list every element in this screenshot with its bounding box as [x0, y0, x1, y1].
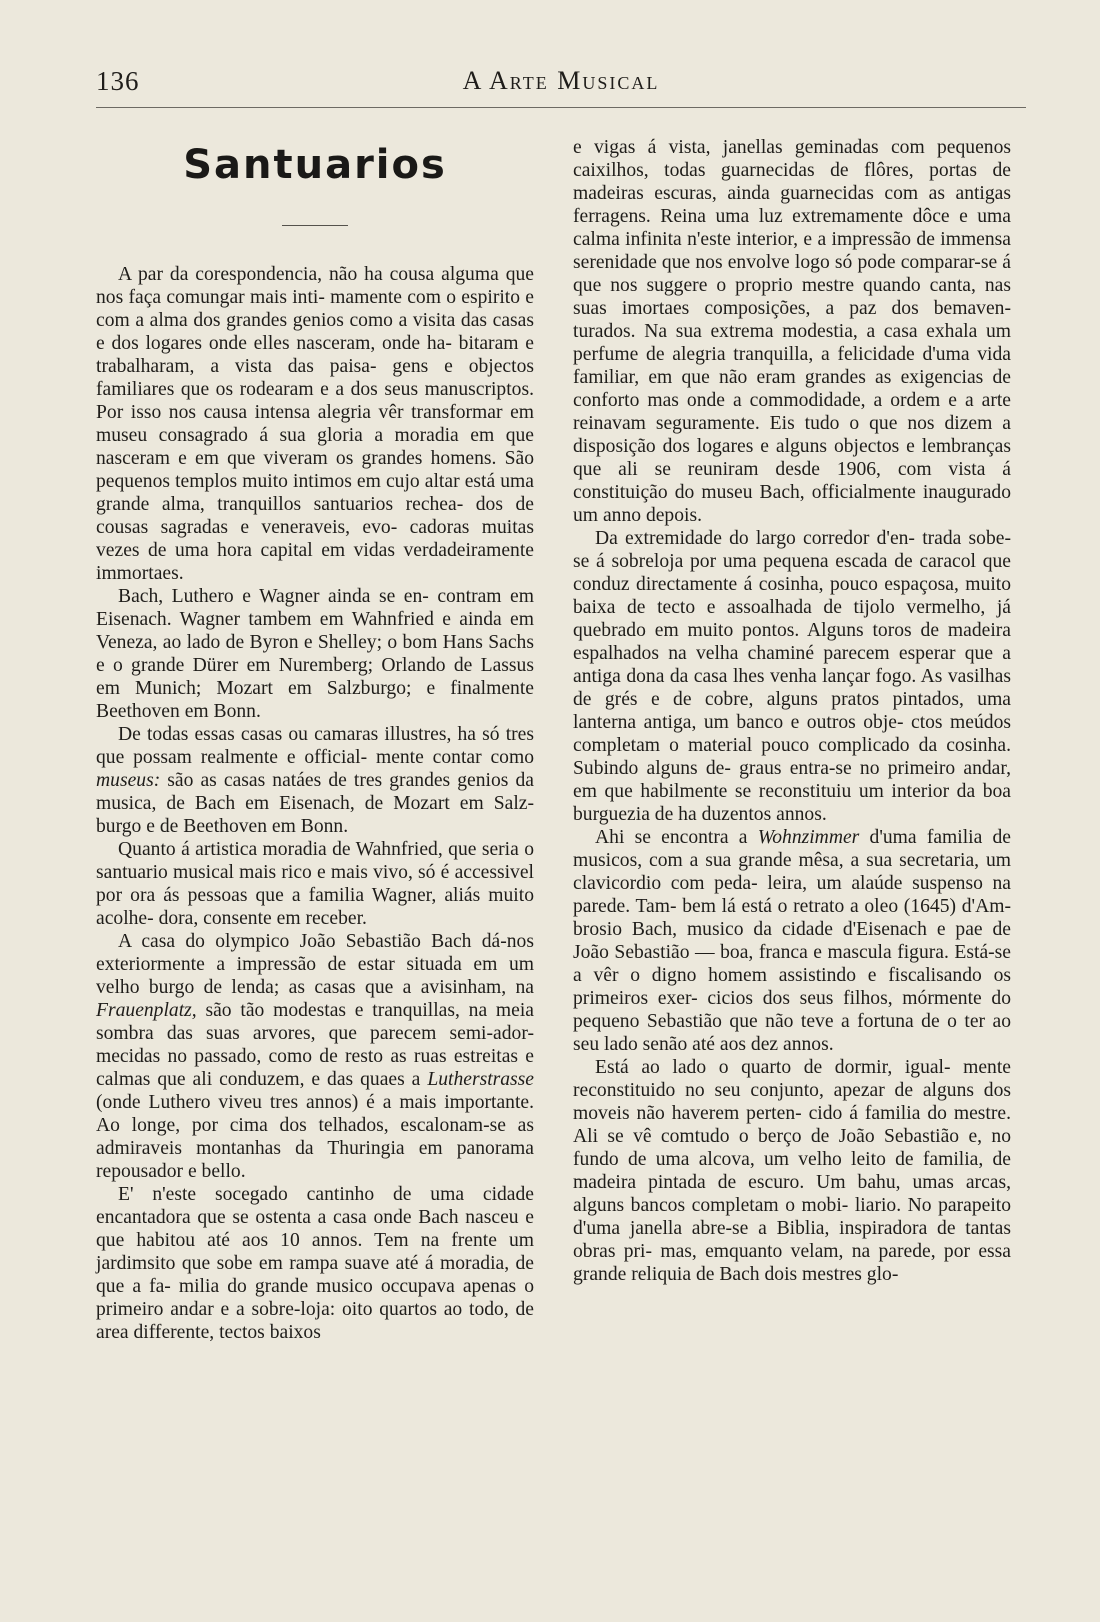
- text-line: ctos meúdos completam o material pouco: [573, 712, 1011, 756]
- text-line: quaes a: [360, 1069, 428, 1090]
- text-line: muito intimos em cujo altar está uma: [242, 471, 534, 492]
- text-line: parecem esperar que a antiga dona da casa: [573, 643, 1011, 687]
- text-line: uma alcova, um velho leito de familia, de: [655, 1149, 1011, 1170]
- text-line: grandes homens. São pequenos templos: [96, 448, 534, 492]
- text-line: leira, um alaúde suspenso na parede. Tam-: [573, 873, 1011, 917]
- text-line: e pae de João Sebastião — boa, franca e: [573, 919, 1011, 963]
- text-line: grande reliquia de Bach dois mestres glo-: [573, 1264, 899, 1285]
- paragraph: [96, 263, 534, 585]
- text-line: calma infinita n'este interior, e a impressão: [573, 229, 912, 250]
- paragraph: [96, 723, 534, 838]
- text-line: alguma que nos faça comungar mais inti-: [96, 264, 534, 308]
- text-line: o proprio mestre quando canta, nas suas: [573, 275, 1011, 319]
- text-line: admiraveis montanhas da Thuringia em: [96, 1138, 443, 1159]
- text-line: mecidas no passado, como de resto as ruas: [96, 1046, 447, 1067]
- text-line: Bach nasceu e que habitou até aos 10 annos.: [96, 1207, 534, 1251]
- text-line: mas, emquanto velam, na parede, por essa: [660, 1241, 1011, 1262]
- text-line: assistindo e fiscalisando os primeiros exer-: [573, 965, 1011, 1009]
- text-line: graus entra-se no primeiro andar, em que: [573, 758, 1011, 802]
- text-line: gens e objectos familiares que os rodearam: [96, 356, 534, 400]
- text-line: familia de musicos, com a sua grande mêsa,: [573, 827, 1012, 871]
- text-line: a Biblia, inspiradora de tantas obras pri-: [573, 1218, 1011, 1262]
- text-line: escada de caracol que conduz directamente: [573, 551, 1011, 595]
- text-line: panorama repousador e bello.: [96, 1138, 534, 1182]
- text-line: tres annos) é a mais importante. Ao longe,: [96, 1092, 534, 1136]
- text-line: mais vivo, só é accessivel por ora ás pessoas: [96, 862, 534, 906]
- text-line: das suas arvores, que parecem semi-ador-: [166, 1023, 534, 1044]
- text-line: turados. Na sua extrema modestia, a casa: [573, 321, 918, 342]
- text-line: burgo e de Beethoven em Bonn.: [96, 816, 349, 837]
- text-line: Tem na frente um jardimsito que sobe em: [96, 1230, 534, 1274]
- text-line: arcas, alguns bancos completam o mobi-: [573, 1172, 1011, 1216]
- text-line: A par da corespondencia, não ha cousa: [118, 264, 435, 285]
- text-line: milia do grande musico occupava apenas: [178, 1276, 517, 1297]
- text-line: logo só pode comparar-se á que nos suggere: [573, 252, 1011, 296]
- text-line: Ahi se encontra a: [595, 827, 758, 848]
- text-line: mascula figura. Está-se a vêr o digno homem: [573, 942, 1011, 986]
- text-line: reinavam seguramente. Eis tudo o que nos: [573, 413, 935, 434]
- text-line: habilmente se reconstituiu um interior da: [640, 781, 976, 802]
- text-line: não eram grandes as exigencias de conforto: [573, 367, 1011, 411]
- text-line: estreitas e calmas que ali conduzem, e das: [96, 1046, 535, 1090]
- text-line: de madeira espalhados na velha chaminé: [573, 620, 1011, 664]
- text-line: mamente com o espirito e com a alma dos: [96, 287, 535, 331]
- text-line: Bach, Luthero e Wagner ainda se en-: [118, 586, 429, 607]
- text-line: Está ao lado o quarto de dormir, igual-: [595, 1057, 951, 1078]
- text-line: e finalmente Beethoven em Bonn.: [96, 678, 534, 722]
- text-line: mente contar como: [375, 747, 534, 768]
- text-line: cido á familia do mestre. Ali se vê comtudo: [573, 1103, 1011, 1147]
- italic-term: museus:: [96, 770, 161, 791]
- text-line: flôres, portas de madeiras escuras, ainda: [573, 160, 1011, 204]
- text-line: guarnecidas com as antigas ferragens.: [573, 183, 1011, 227]
- paragraph: [573, 826, 1011, 1056]
- text-line: de immensa serenidade que nos envolve: [573, 229, 1011, 273]
- text-line: museu consagrado á sua gloria a moradia: [96, 425, 459, 446]
- text-line: por cima dos telhados, escalonam-se as: [191, 1115, 534, 1136]
- text-line: lhes venha lançar fogo. As vasilhas de grés: [573, 666, 1011, 710]
- text-line: que a familia Wagner, aliás muito acolhe-: [96, 885, 534, 929]
- title-divider: [282, 225, 348, 226]
- text-line: desde 1906, com vista á constituição do: [573, 459, 1011, 503]
- running-title: A Arte Musical: [462, 66, 660, 95]
- text-line: Reina uma luz extremamente dôce e uma: [660, 206, 1011, 227]
- text-line: ha só tres que possam realmente e official-: [96, 724, 534, 768]
- italic-term: Lutherstrasse: [427, 1069, 535, 1090]
- paragraph: [573, 136, 1011, 527]
- text-line: imortaes composições, a paz dos bemaven-: [621, 298, 1011, 319]
- text-line: lanterna antiga, um banco e outros obje-: [573, 712, 904, 733]
- text-line: e de cobre, alguns pratos pintados, uma: [650, 689, 1012, 710]
- text-line: mente reconstituido no seu conjunto, apezar: [573, 1057, 1011, 1101]
- text-line: e a dos seus manuscriptos. Por isso nos: [96, 379, 534, 423]
- text-line: grande Dürer em Nuremberg; Orlando de: [131, 655, 473, 676]
- text-line: contram em Eisenach. Wagner tambem em: [96, 586, 534, 630]
- text-line: objectos e lembranças que ali se reuniram: [573, 436, 1011, 480]
- text-line: Lassus em Munich; Mozart em Salzburgo;: [96, 655, 534, 699]
- text-line: ao todo, de area differente, tectos baixos: [96, 1299, 534, 1343]
- text-line: complicado da cosinha. Subindo alguns de-: [573, 735, 1011, 779]
- text-line: Byron e Shelley; o bom Hans Sachs e o: [96, 632, 534, 676]
- italic-term: Wohnzimmer: [757, 827, 860, 848]
- text-line: o primeiro andar e a sobre-loja: oito quartos: [96, 1276, 534, 1320]
- text-line: (onde Luthero viveu: [96, 1092, 262, 1113]
- text-line: cicios dos seus filhos, mórmente do pequeno: [573, 988, 1012, 1032]
- text-line: grandes genios como a visita das casas e: [96, 310, 534, 354]
- text-line: situada em um velho burgo de lenda; as: [96, 954, 534, 998]
- paragraph: [96, 838, 534, 930]
- text-line: que seria o santuario musical mais rico e: [96, 839, 535, 883]
- page-number: 136: [96, 66, 140, 96]
- text-line: a sua secretaria, um clavicordio com peda-: [573, 850, 1011, 894]
- paragraph: [573, 1056, 1011, 1286]
- text-line: De todas essas casas ou camaras illustres,: [118, 724, 452, 745]
- text-line: exhala um perfume de alegria tranquilla,: [573, 321, 1011, 365]
- text-line: e vigas á vista, janellas geminadas com: [573, 137, 925, 158]
- text-line: grande alma, tranquillos santuarios rechea-: [96, 494, 464, 515]
- text-line: são as casas: [160, 770, 266, 791]
- text-line: liario. No parapeito d'uma janella abre-se: [573, 1195, 1011, 1239]
- text-line: dos logares onde elles nasceram, onde ha-: [111, 333, 452, 354]
- paragraph: [96, 585, 534, 723]
- text-line: natáes de tres grandes genios da musica,: [96, 770, 534, 814]
- text-line: boa burguezia de ha duzentos annos.: [573, 781, 1011, 825]
- text-line: Da extremidade do largo corredor d'en-: [595, 528, 915, 549]
- text-line: encantadora que se ostenta a casa onde: [96, 1207, 412, 1228]
- text-line: anno depois.: [602, 505, 702, 526]
- article-title: Santuarios: [183, 142, 447, 188]
- text-line: bem lá está o retrato a oleo (1645) d'Am-: [682, 896, 1011, 917]
- text-line: cadoras muitas vezes de uma hora capital: [96, 517, 534, 561]
- page-header: [96, 62, 1026, 102]
- text-line: Sebastião que não teve a fortuna de o ter: [646, 1011, 986, 1032]
- header-rule: [96, 107, 1026, 108]
- text-line: bitaram e trabalharam, a vista das paisa-: [96, 333, 534, 377]
- text-line: museu Bach, officialmente inaugurado um: [573, 482, 1012, 526]
- text-line: causa intensa alegria vêr transformar em: [203, 402, 535, 423]
- paragraph: [96, 930, 534, 1183]
- text-line: Wahnfried e ainda em Veneza, ao lado de: [96, 609, 534, 653]
- italic-term: Frauenplatz,: [96, 1000, 197, 1021]
- text-line: ao seu lado senão até aos dez annos.: [573, 1011, 1012, 1055]
- paragraph: [573, 527, 1011, 826]
- text-line: casas que a avisinham, na: [314, 977, 534, 998]
- text-line: dora, consente em receber.: [158, 908, 367, 929]
- text-line: tecto e assoalhada de tijolo vermelho, já: [657, 597, 1012, 618]
- text-line: Quanto á artistica moradia de Wahnfried,: [118, 839, 443, 860]
- text-line: a felicidade d'uma vida familiar, em que: [573, 344, 1011, 388]
- paragraph: [96, 1183, 534, 1344]
- text-line: dá-nos exteriormente a impressão de estar: [96, 931, 534, 975]
- text-line: dizem a disposição dos logares e alguns: [573, 413, 1011, 457]
- text-line: em vidas verdadeiramente immortaes.: [96, 540, 534, 584]
- text-line: em que nasceram e em que viveram os: [96, 425, 534, 469]
- right-column: [573, 136, 1011, 1286]
- text-line: são: [196, 1000, 232, 1021]
- text-line: de Bach em Eisenach, de Mozart em Salz-: [166, 793, 534, 814]
- text-line: á cosinha, pouco espaçosa, muito baixa de: [573, 574, 1011, 618]
- text-line: A casa do olympico João Sebastião Bach: [118, 931, 472, 952]
- text-line: d'uma: [859, 827, 917, 848]
- text-line: rampa suave até á moradia, de que a fa-: [96, 1253, 535, 1297]
- text-line: trada sobe-se á sobreloja por uma pequena: [573, 528, 1012, 572]
- text-line: E' n'este socegado cantinho de uma cidade: [118, 1184, 534, 1205]
- left-column: [96, 133, 534, 1344]
- text-line: brosio Bach, musico da cidade d'Eisenach: [573, 919, 927, 940]
- text-line: tão modestas e tranquillas, na meia sombra: [96, 1000, 534, 1044]
- text-line: o berço de João Sebastião e, no fundo de: [573, 1126, 1011, 1170]
- text-line: mas onde a commodidade, a ordem e a arte: [647, 390, 1011, 411]
- text-line: dos de cousas sagradas e veneraveis, evo-: [96, 494, 534, 538]
- text-line: pequenos caixilhos, todas guarnecidas de: [573, 137, 1011, 181]
- text-line: quebrado em muito pontos. Alguns toros: [573, 620, 912, 641]
- text-line: madeira pintada de escuro. Um bahu, umas: [573, 1172, 954, 1193]
- text-line: de alguns dos moveis não haverem perten-: [573, 1080, 1011, 1124]
